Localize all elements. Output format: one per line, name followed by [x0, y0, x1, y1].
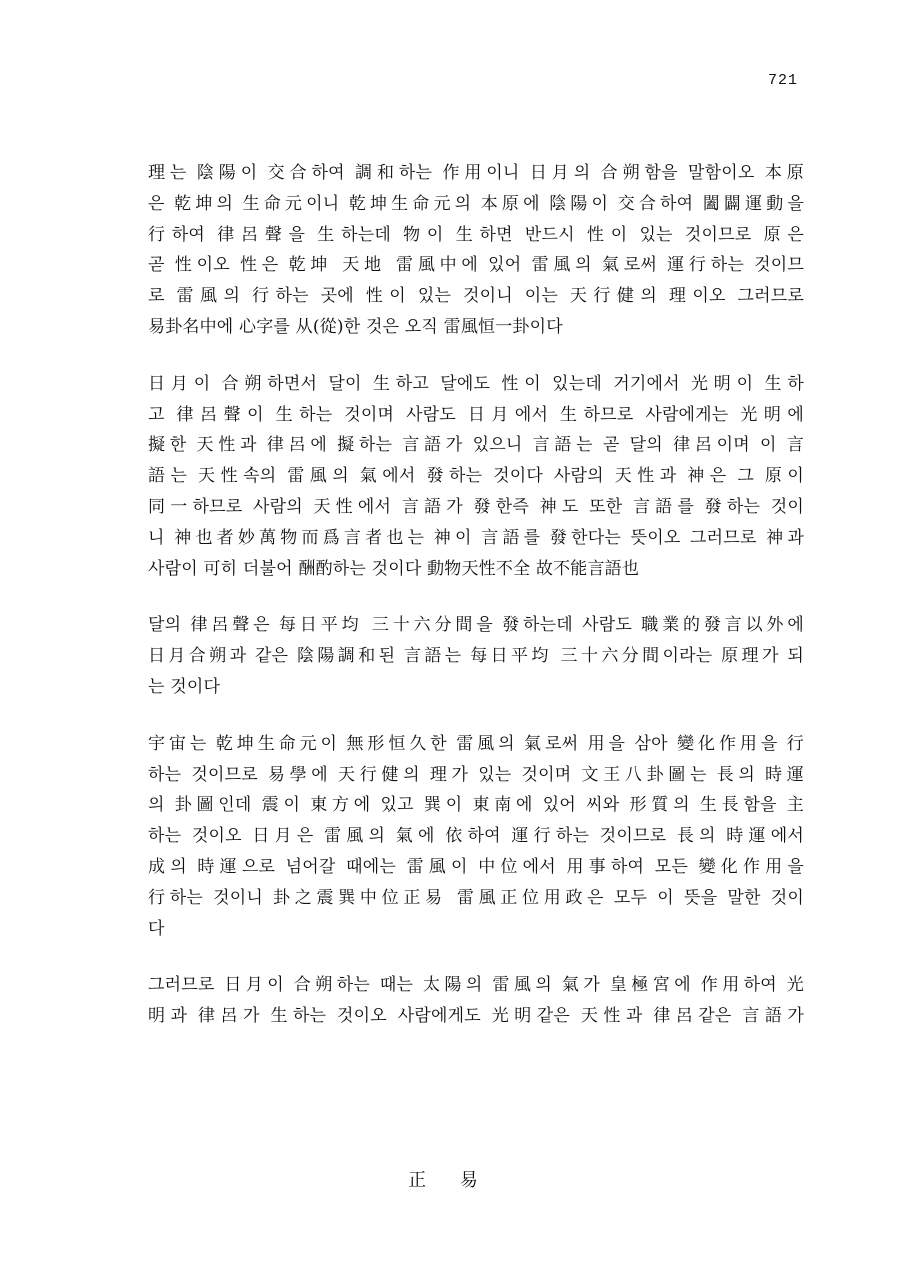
text-line: 다 — [148, 918, 165, 939]
text-line: 로 雷風의 行하는 곳에 性이 있는 것이니 이는 天行健의 理이오 그러므로 — [148, 286, 804, 307]
text-line: 日月이 合朔하면서 달이 生하고 달에도 性이 있는데 거기에서 光明이 生하 — [148, 373, 804, 394]
paragraph-3 — [148, 610, 804, 702]
paragraph-2 — [148, 369, 804, 585]
text-line: 달의 律呂聲은 每日平均 三十六分間을 發하는데 사람도 職業的發言以外에 — [148, 615, 804, 636]
text-line: 擬한 天性과 律呂에 擬하는 言語가 있으니 言語는 곧 달의 律呂이며 이 言 — [148, 435, 804, 456]
text-line: 하는 것이므로 易學에 天行健의 理가 있는 것이며 文王八卦圖는 長의 時運 — [148, 764, 804, 785]
text-line: 니 神也者妙萬物而爲言者也는 神이 言語를 發한다는 뜻이오 그러므로 神과 — [148, 527, 804, 548]
paragraph-4 — [148, 729, 804, 945]
text-line: 同一하므로 사람의 天性에서 言語가 發한즉 神도 또한 言語를 發하는 것이 — [148, 496, 804, 517]
text-line: 理는 陰陽이 交合하여 調和하는 作用이니 日月의 合朔함을 말함이오 本原 — [148, 163, 804, 183]
text-line: 곧 性이오 性은 乾坤 天地 雷風中에 있어 雷風의 氣로써 運行하는 것이므 — [148, 255, 804, 276]
text-line: 의 卦圖인데 震이 東方에 있고 巽이 東南에 있어 씨와 形質의 生長함을 主 — [148, 795, 804, 816]
paragraph-1 — [148, 158, 804, 343]
text-line: 宇宙는 乾坤生命元이 無形恒久한 雷風의 氣로써 用을 삼아 變化作用을 行 — [148, 733, 804, 754]
page-number: 721 — [767, 72, 798, 89]
text-line: 語는 天性속의 雷風의 氣에서 發하는 것이다 사람의 天性과 神은 그 原이 — [148, 466, 804, 487]
text-line: 하는 것이오 日月은 雷風의 氣에 依하여 運行하는 것이므로 長의 時運에서 — [148, 826, 804, 847]
text-line: 고 律呂聲이 生하는 것이며 사람도 日月에서 生하므로 사람에게는 光明에 — [148, 404, 804, 425]
text-line: 은 乾坤의 生命元이니 乾坤生命元의 本原에 陰陽이 交合하여 闔闢運動을 — [148, 193, 804, 214]
text-line: 明과 律呂가 生하는 것이오 사람에게도 光明같은 天性과 律呂같은 言語가 — [148, 1006, 804, 1027]
paragraph-5 — [148, 970, 804, 1032]
text-line: 는 것이다 — [148, 676, 221, 697]
text-line: 行하는 것이니 卦之震巽中位正易 雷風正位用政은 모두 이 뜻을 말한 것이 — [148, 887, 804, 908]
document-body — [148, 158, 804, 1058]
text-line: 그러므로 日月이 合朔하는 때는 太陽의 雷風의 氣가 皇極宮에 作用하여 光 — [148, 975, 804, 996]
text-line: 易卦名中에 心字를 从(從)한 것은 오직 雷風恒一卦이다 — [148, 316, 563, 337]
footer-title: 正 易 — [408, 1170, 492, 1191]
text-line: 日月合朔과 같은 陰陽調和된 言語는 每日平均 三十六分間이라는 原理가 되 — [148, 646, 804, 667]
text-line: 사람이 可히 더불어 酬酌하는 것이다 動物天性不全 故不能言語也 — [148, 558, 640, 579]
text-line: 行하여 律呂聲을 生하는데 物이 生하면 반드시 性이 있는 것이므로 原은 — [148, 224, 804, 245]
text-line: 成의 時運으로 넘어갈 때에는 雷風이 中位에서 用事하여 모든 變化作用을 — [148, 856, 804, 877]
